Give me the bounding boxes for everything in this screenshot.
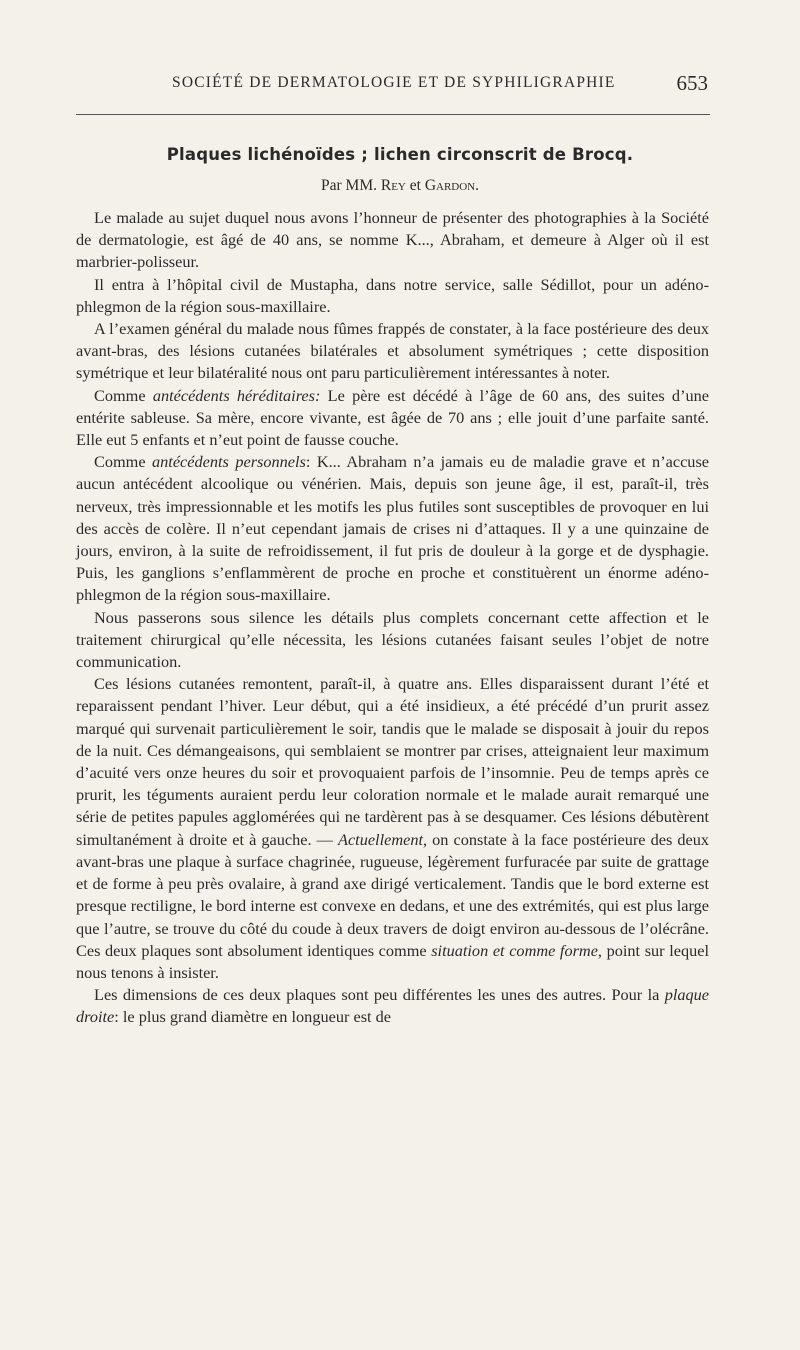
paragraph-exam [76,318,709,385]
paragraph-text: A l’examen général du malade nous fûmes frappés de constater, à la face postérieure des deux avant-bras, des lésions cutanées bilatérales et absolument symétriques ; cette disposition symétrique et leur bilatéralité nous ont paru particulièrement intéressantes à noter. [76,319,709,383]
italic-heading: antécédents personnels [152,452,306,472]
author-gardon: Gardon. [424,177,479,194]
paragraph-text: Le malade au sujet duquel nous avons l’honneur de présenter des photographies à la Société de dermatologie, est âgé de 40 ans, se nomme K..., Abraham, et demeure à Alger où il est marbrier-polisseur. [76,208,709,272]
paragraph-hereditary [76,385,709,452]
paragraph-intro [76,207,709,274]
paragraph-text: Nous passerons sous silence les détails plus complets concernant cette affection et le traitement chirurgical qu’elle nécessita, les lésions cutanées faisant seules l’objet de notre communication. [76,607,709,672]
paragraph-text: : le plus grand diamètre en longueur est de [114,1007,391,1027]
paragraph-text: Les dimensions de ces deux plaques sont peu différentes les unes des autres. Pour la [94,985,665,1005]
paragraph-lead: Comme [94,452,153,472]
paragraph-treatment [76,607,709,674]
paragraph-lead: Comme [94,385,153,405]
italic-phrase: situation et comme forme [431,940,598,960]
page-number: 653 [676,71,708,95]
running-head [76,71,708,98]
italic-heading: antécédents héréditaires: [152,385,321,405]
paragraph-text: Le père est décédé à l’âge de 60 ans, des suites d’une entérite sableuse. Sa mère, encore vivante, est âgée de 70 ans ; elle jouit d’une parfaite santé. Elle eut 5 enfants et n’eut point de fausse couche. [76,385,709,450]
header-rule [76,114,710,115]
paragraph-text: Ces lésions cutanées remontent, paraît-il, à quatre ans. Elles disparaissent durant l’été et reparaissent pendant l’hiver. Leur début, qui a été insidieux, a été précédé d’un prurit assez marqué qui survenait particulièrement le soir, tandis que le malade se disposait à jouir du repos de la nuit. Ces démangeaisons, qui semblaient se montrer par crises, atteignaient leur maximum d’acuité vers onze heures du soir et provoquaient parfois de l’insomnie. Peu de temps après ce prurit, les téguments auraient perdu leur coloration normale et le malade aurait remarqué une série de petites papules agglomérées qui ne tardèrent pas à se desquamer. Ces lésions débutèrent simultanément à droite et à gauche. — [76,674,709,849]
italic-phrase: plaque droite [76,985,709,1027]
paragraph-text: : K... Abraham n’a jamais eu de maladie grave et n’accuse aucun antécédent alcoolique ou vénérien. Mais, depuis son jeune âge, il est, paraît-il, très nerveux, très impressionnable et les motifs les plus futiles sont susceptibles de provoquer en lui des accès de colère. Il n’eut cependant jamais de crises ni d’attaques. Il y a une quinzaine de jours, environ, à la suite de refroidissement, il fut pris de douleur à la gorge et de dysphagie. Puis, les ganglions s’enflammèrent de proche en proche et constituèrent un énorme adéno-phlegmon de la région sous-maxillaire. [76,452,710,605]
italic-phrase: Actuellement [338,829,423,849]
article-authors [0,177,800,195]
author-rey: Rey [380,177,406,194]
paragraph-text: , on constate à la face postérieure des deux avant-bras une plaque à surface chagrinée, rugueuse, légèrement furfuracée par suite de grattage et de forme à peu près ovalaire, à grand axe dirigé verticalement. Tandis que le bord externe est presque rectiligne, le bord interne est convexe en dedans, et une des extrémités, qui est plus large que l’autre, se trouve du côté du coude à deux travers de doigt environ au-dessous de l’olécrâne. Ces deux plaques sont absolument identiques comme [76,829,710,960]
article-body [76,207,709,1029]
running-head-title: SOCIÉTÉ DE DERMATOLOGIE ET DE SYPHILIGRAPHIE [172,74,616,91]
paragraph-text: , point sur lequel nous tenons à insister. [76,940,710,982]
paragraph-personal [76,451,709,606]
paragraph-lesions [76,673,709,984]
authors-joiner: et [409,177,421,194]
paragraph-admission [76,274,709,318]
article-title: Plaques lichénoïdes ; lichen circonscrit de Brocq. [166,145,634,164]
authors-prefix: Par MM. [321,177,377,194]
paragraph-dimensions [76,984,709,1028]
paragraph-text: Il entra à l’hôpital civil de Mustapha, dans notre service, salle Sédillot, pour un adéno-phlegmon de la région sous-maxillaire. [76,274,709,316]
